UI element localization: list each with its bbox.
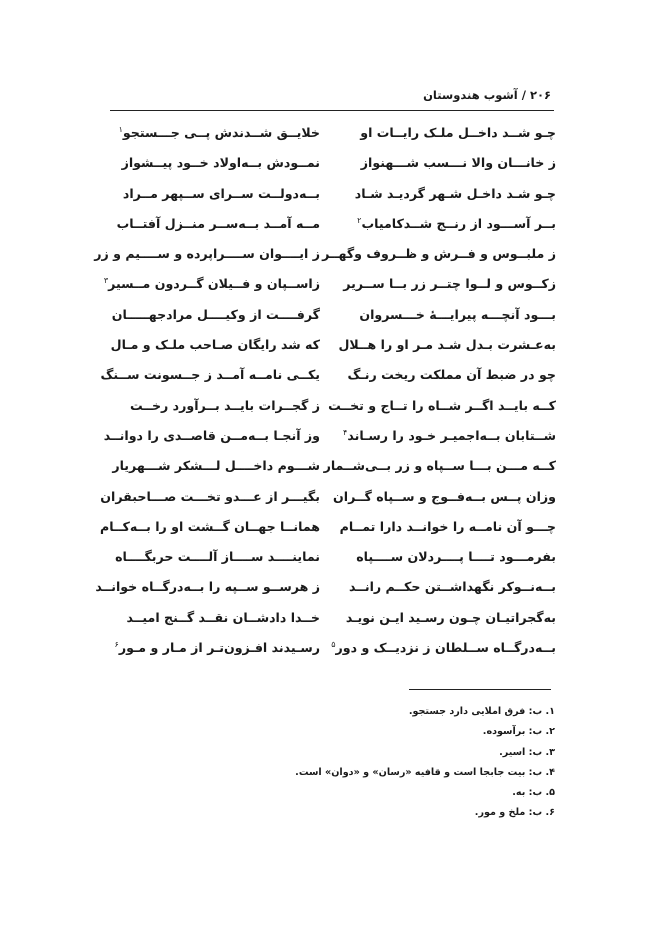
verse-text: زاســپان و فــیلان گــردون مــسیر bbox=[108, 276, 320, 292]
hemistich-first bbox=[342, 184, 556, 204]
hemistich-first bbox=[342, 547, 556, 567]
verse-text: رسـیدند افـزون‌تـر از مـار و مـور bbox=[118, 640, 320, 656]
hemistich-second bbox=[103, 274, 320, 294]
couplet bbox=[110, 638, 556, 668]
couplet bbox=[110, 396, 556, 426]
hemistich-first bbox=[331, 638, 556, 658]
verse-text: به‌گجراتیـان چـون رسـید ایـن نویـد bbox=[345, 609, 556, 625]
verse-text: کــه بایــد اگــر شــاه را تــاج و تخــت bbox=[328, 397, 556, 413]
hemistich-second bbox=[95, 577, 320, 597]
hemistich-second bbox=[106, 335, 320, 355]
verse-text: وزان پــس بــه‌فــوج و ســپاه گــران bbox=[333, 488, 556, 504]
couplet bbox=[110, 608, 556, 638]
hemistich-second bbox=[106, 184, 320, 204]
hemistich-second bbox=[106, 456, 320, 476]
hemistich-first bbox=[339, 517, 556, 537]
footnote-divider bbox=[409, 689, 551, 690]
hemistich-second bbox=[106, 305, 320, 325]
couplet bbox=[100, 487, 556, 517]
hemistich-first bbox=[342, 426, 556, 446]
couplet bbox=[100, 365, 556, 395]
hemistich-first bbox=[322, 244, 556, 264]
verse-text: گرفــــت از وکیــــل مرادجهـــــان bbox=[111, 306, 320, 322]
footnote-marker: ۳ bbox=[103, 276, 109, 286]
header-divider bbox=[110, 110, 554, 111]
verse-text: به‌عـشرت بـدل شـد مـر او را هــلال bbox=[338, 337, 556, 353]
footnote-item: ۳. ب: اسیر. bbox=[499, 746, 555, 758]
verse-text: نمــودش بــه‌اولاد خــود پیــشواز bbox=[121, 155, 320, 171]
couplet bbox=[110, 547, 556, 577]
running-header: ۲۰۶ / آشوب هندوستان bbox=[423, 88, 551, 102]
couplet bbox=[99, 517, 556, 547]
hemistich-first bbox=[342, 214, 556, 234]
couplet bbox=[110, 123, 556, 153]
hemistich-second bbox=[100, 487, 320, 507]
couplet bbox=[110, 335, 556, 365]
hemistich-first bbox=[333, 487, 556, 507]
couplet bbox=[110, 456, 556, 486]
footnote-marker: ۲ bbox=[357, 215, 362, 225]
verse-text: شــتابان بــه‌اجمیـر خـود را رسـاند bbox=[347, 427, 556, 443]
verse-text: مــه آمــد بــه‌ســر منــزل آفتــاب bbox=[116, 215, 320, 231]
hemistich-second bbox=[103, 426, 320, 446]
hemistich-second bbox=[106, 153, 320, 173]
footnote-marker: ۴ bbox=[343, 427, 348, 437]
couplet bbox=[110, 214, 556, 244]
verse-text: بــر آســـود از رنــج شــدکامیاب bbox=[361, 215, 556, 231]
hemistich-first bbox=[338, 335, 556, 355]
hemistich-second bbox=[106, 638, 320, 658]
poem-body bbox=[94, 123, 556, 668]
couplet bbox=[110, 305, 556, 335]
hemistich-first bbox=[342, 608, 556, 628]
verse-text: ز هرســو ســپه را بــه‌درگــاه خوانــد bbox=[95, 579, 320, 595]
verse-text: شـــوم داخــــل لـــشکر شـــهریار bbox=[112, 458, 320, 474]
hemistich-first bbox=[342, 153, 556, 173]
verse-text: بــه‌نــوکر نگهداشــتن حکــم رانــد bbox=[348, 579, 556, 595]
verse-text: وز آنجـا بــه‌مــن قاصــدی را دوانــد bbox=[103, 427, 320, 443]
couplet bbox=[103, 274, 556, 304]
footnote-item: ۵. ب: به. bbox=[512, 787, 555, 799]
footnote-item: ۲. ب: برآسوده. bbox=[482, 726, 555, 738]
verse-text: کــه مـــن بـــا ســپاه و زر بــی‌شــمار bbox=[323, 458, 556, 474]
hemistich-second bbox=[106, 123, 320, 143]
couplet bbox=[94, 244, 556, 274]
verse-text: بــه‌دولــت ســرای ســپهر مــراد bbox=[122, 185, 320, 201]
hemistich-first bbox=[328, 396, 556, 416]
couplet bbox=[95, 577, 556, 607]
verse-text: خلایــق شــدندش پــی جـــستجو bbox=[122, 125, 320, 140]
verse-text: چـو شــد داخــل ملـک رایــات او bbox=[360, 125, 556, 140]
couplet bbox=[110, 153, 556, 183]
verse-text: بـــود آنچـــه پیرایـــهٔ خـــسروان bbox=[359, 306, 556, 322]
hemistich-first bbox=[342, 305, 556, 325]
hemistich-second bbox=[106, 214, 320, 234]
verse-text: همانــا جهــان گــشت او را بــه‌کــام bbox=[99, 518, 320, 534]
footnotes bbox=[295, 702, 555, 824]
hemistich-second bbox=[106, 396, 320, 416]
verse-text: بفرمـــود تــــا پــــردلان ســــپاه bbox=[356, 549, 556, 565]
footnote-marker: ۶ bbox=[114, 639, 119, 649]
verse-text: ز ملبــوس و فــرش و ظــروف وگهــر bbox=[322, 246, 556, 262]
hemistich-first bbox=[342, 274, 556, 294]
hemistich-first bbox=[323, 456, 556, 476]
verse-text: ز ایــــوان ســــراپرده و ســــیم و زر bbox=[94, 246, 320, 262]
couplet bbox=[110, 184, 556, 214]
hemistich-second bbox=[100, 365, 320, 385]
hemistich-second bbox=[99, 517, 320, 537]
hemistich-second bbox=[106, 608, 320, 628]
hemistich-first bbox=[342, 577, 556, 597]
verse-text: چـو شـد داخـل شـهر گردیـد شـاد bbox=[354, 185, 556, 201]
verse-text: ز گجــرات بایــد بــرآورد رخــت bbox=[130, 397, 320, 413]
verse-text: نماینــــد ســــاز آلــــت حربگــــاه bbox=[115, 549, 320, 565]
hemistich-second bbox=[94, 244, 320, 264]
hemistich-first bbox=[342, 123, 556, 143]
verse-text: یکــی نامــه آمــد ز جــسونت ســنگ bbox=[100, 367, 320, 383]
verse-text: چو در ضبط آن مملکت ریخت رنـگ bbox=[347, 367, 556, 383]
footnote-marker: ۵ bbox=[331, 639, 336, 649]
footnote-marker: ۱ bbox=[118, 124, 123, 134]
hemistich-first bbox=[342, 365, 556, 385]
verse-text: خــدا دادشــان نقــد گــنج امیــد bbox=[126, 609, 320, 625]
footnote-item: ۶. ب: ملخ و مور. bbox=[474, 807, 555, 819]
verse-text: ز خانـــان والا نـــسب شـــهنواز bbox=[360, 155, 556, 171]
footnote-item: ۱. ب: فرق املایی دارد جستجو. bbox=[408, 706, 555, 717]
couplet bbox=[103, 426, 556, 456]
verse-text: که شد رایگان صـاحب ملـک و مـال bbox=[110, 337, 320, 353]
verse-text: زکــوس و لــوا چتــر زر بــا ســریر bbox=[343, 276, 556, 292]
hemistich-second bbox=[106, 547, 320, 567]
verse-text: بــه‌درگــاه ســلطان ز نزدیــک و دور bbox=[335, 640, 556, 656]
footnote-item: ۴. ب: بیت جابجا است و قافیه «رسان» و «دوان» است. bbox=[295, 766, 555, 778]
verse-text: بگیـــر از عـــدو تخـــت صـــاحبقران bbox=[100, 488, 320, 504]
verse-text: چـــو آن نامــه را خوانــد دارا تمــام bbox=[339, 518, 556, 534]
